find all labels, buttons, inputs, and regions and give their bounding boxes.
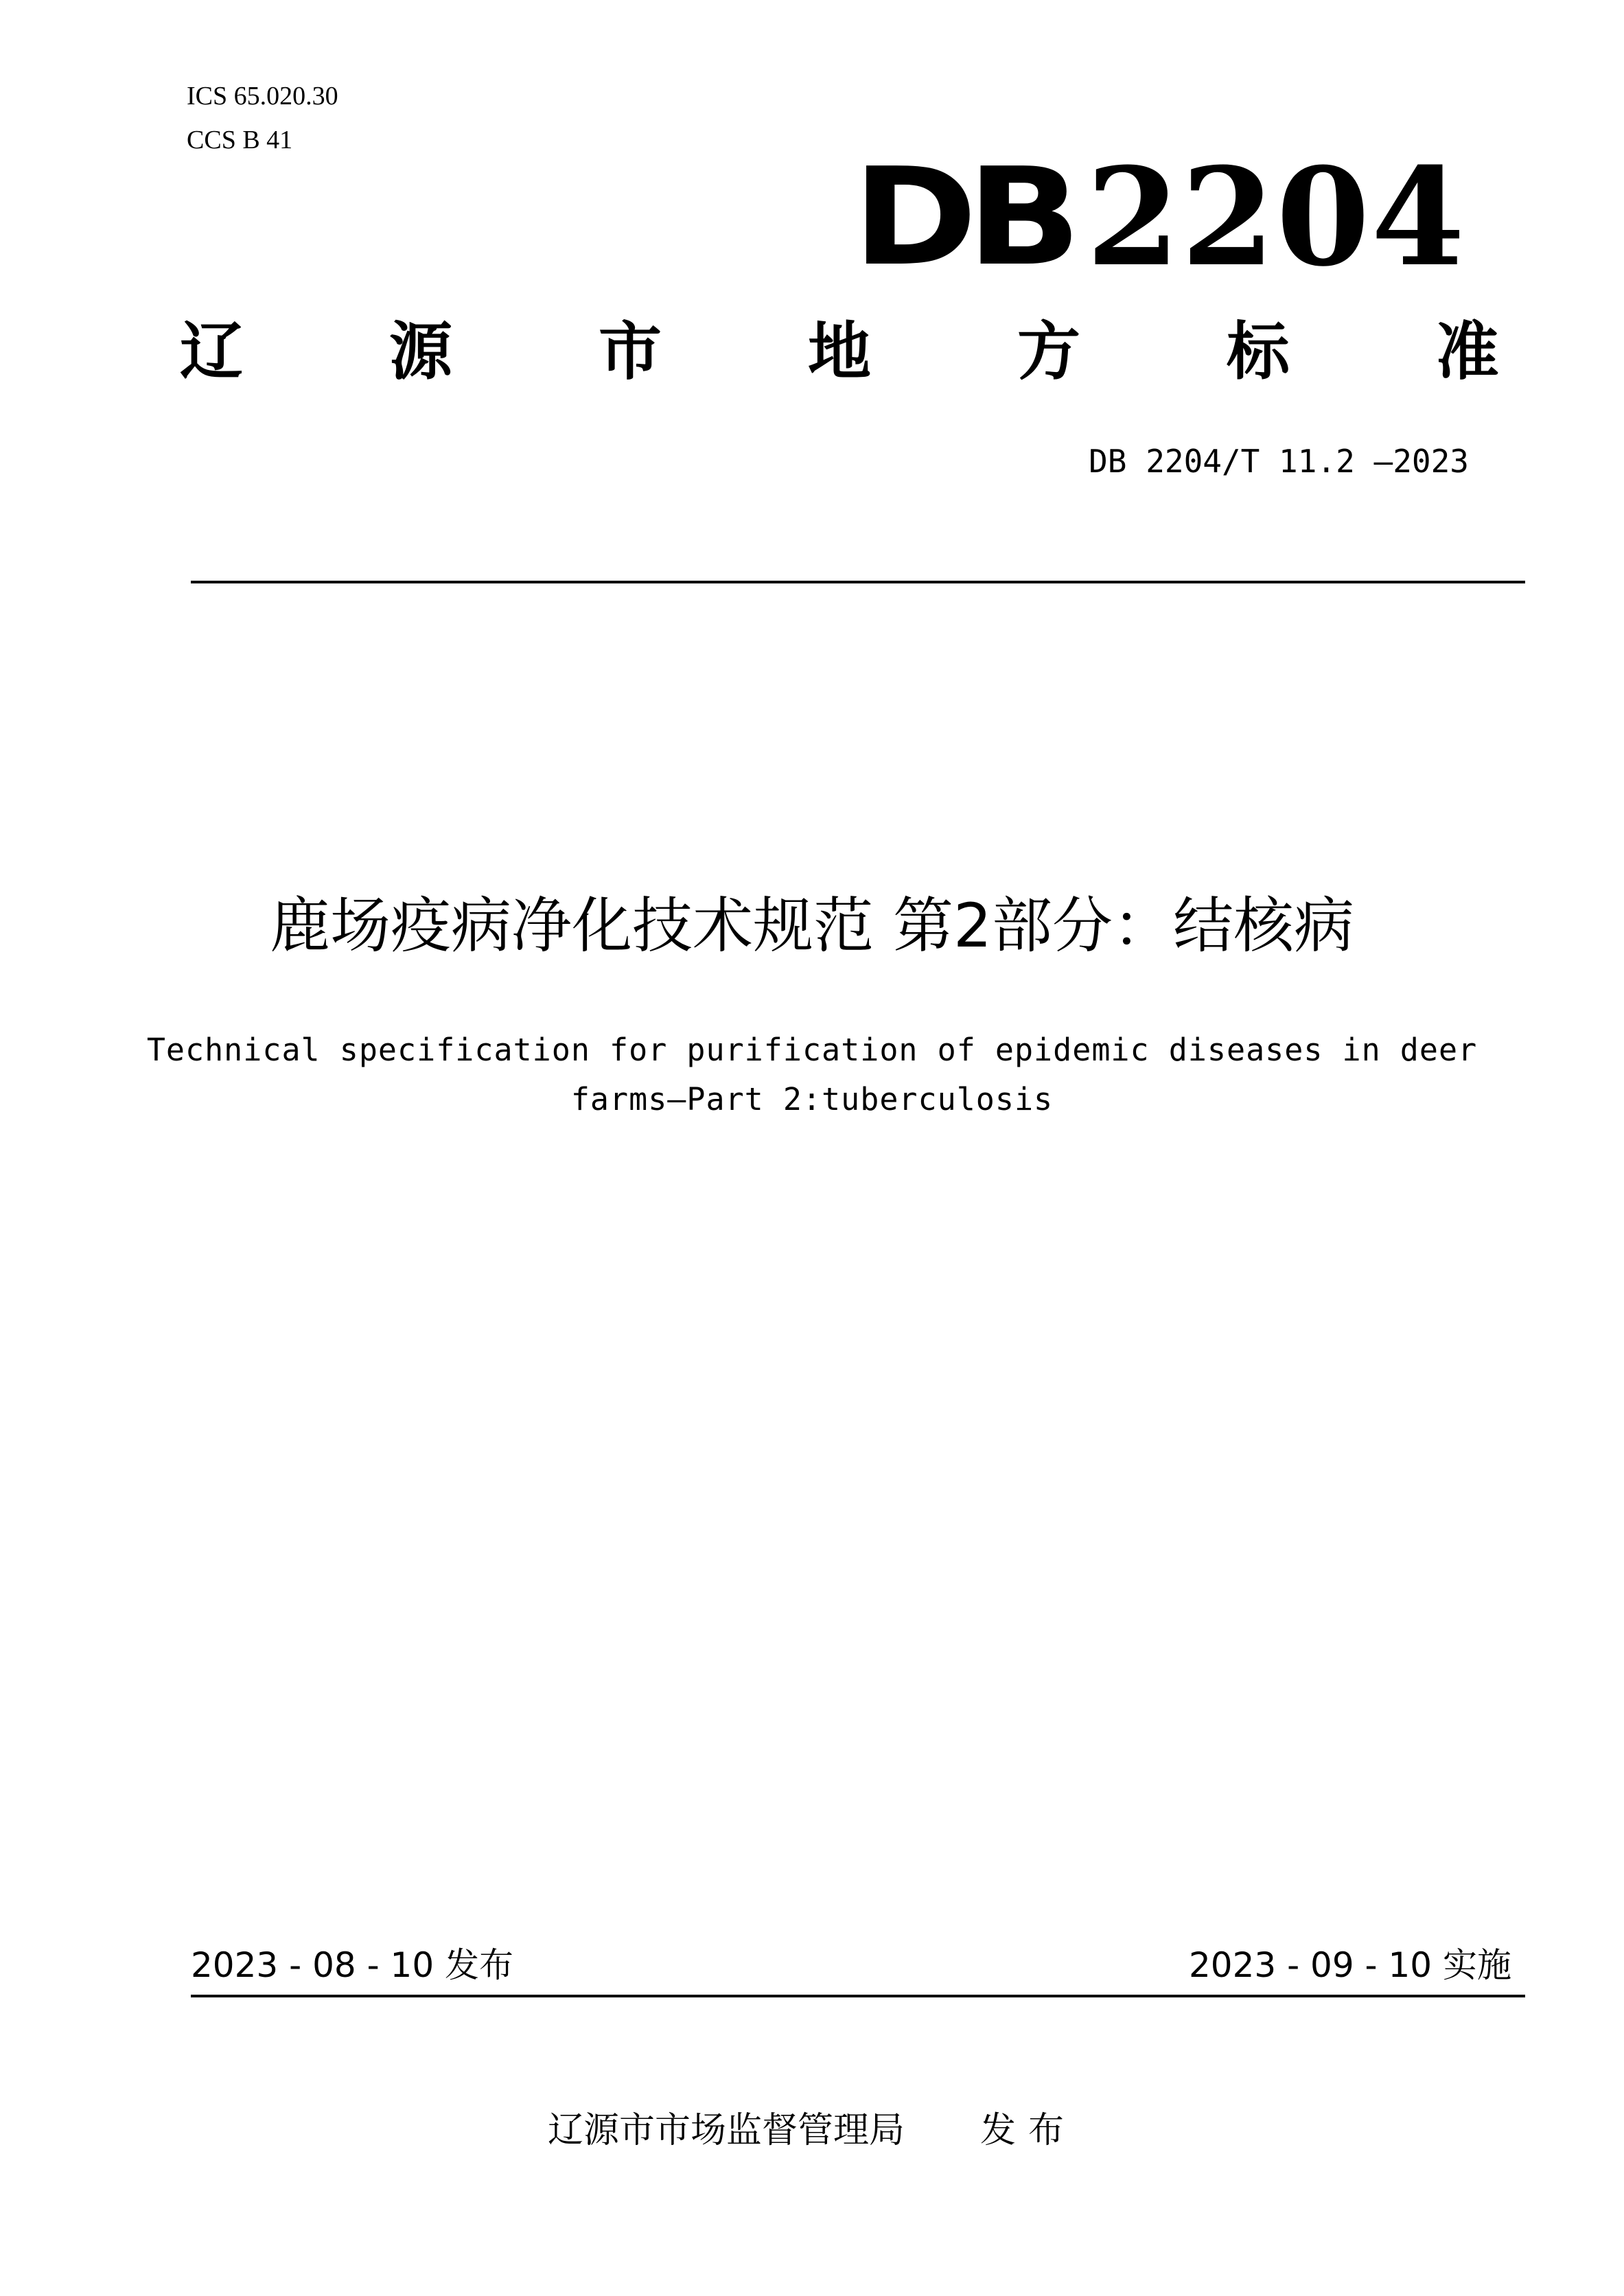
top-divider xyxy=(191,581,1525,583)
implementation-date: 2023 - 09 - 10 实施 xyxy=(1188,1945,1511,1985)
bottom-divider xyxy=(191,1995,1525,1997)
title-english-line-2: farms—Part 2:tuberculosis xyxy=(570,1081,1054,1117)
standard-name-char: 源 xyxy=(388,315,452,389)
standard-name-char: 标 xyxy=(1226,315,1290,389)
title-english xyxy=(0,1025,1624,1124)
title-english-line-1: Technical specification for purification of epidemic diseases in deer xyxy=(146,1032,1478,1068)
ccs-code: CCS B 41 xyxy=(187,126,293,154)
logo-number: 2204 xyxy=(1086,139,1466,297)
standard-name-char: 市 xyxy=(598,315,662,389)
ics-code: ICS 65.020.30 xyxy=(187,82,338,111)
logo-prefix: DB xyxy=(852,139,1071,296)
standard-name-char: 地 xyxy=(807,315,871,389)
standard-name-char: 方 xyxy=(1017,315,1080,389)
standard-code: DB 2204/T 11.2 —2023 xyxy=(1089,443,1469,480)
db-logo xyxy=(852,139,1466,297)
title-chinese: 鹿场疫病净化技术规范 第2部分：结核病 xyxy=(270,890,1354,961)
standard-name-char: 准 xyxy=(1435,315,1499,389)
standard-name-char: 辽 xyxy=(180,315,244,389)
publisher-name: 辽源市市场监督管理局 xyxy=(547,2110,905,2151)
publisher-action: 发布 xyxy=(980,2110,1077,2151)
publisher-line xyxy=(0,2109,1624,2153)
standard-name xyxy=(180,314,1499,390)
issue-date: 2023 - 08 - 10 发布 xyxy=(191,1945,514,1985)
